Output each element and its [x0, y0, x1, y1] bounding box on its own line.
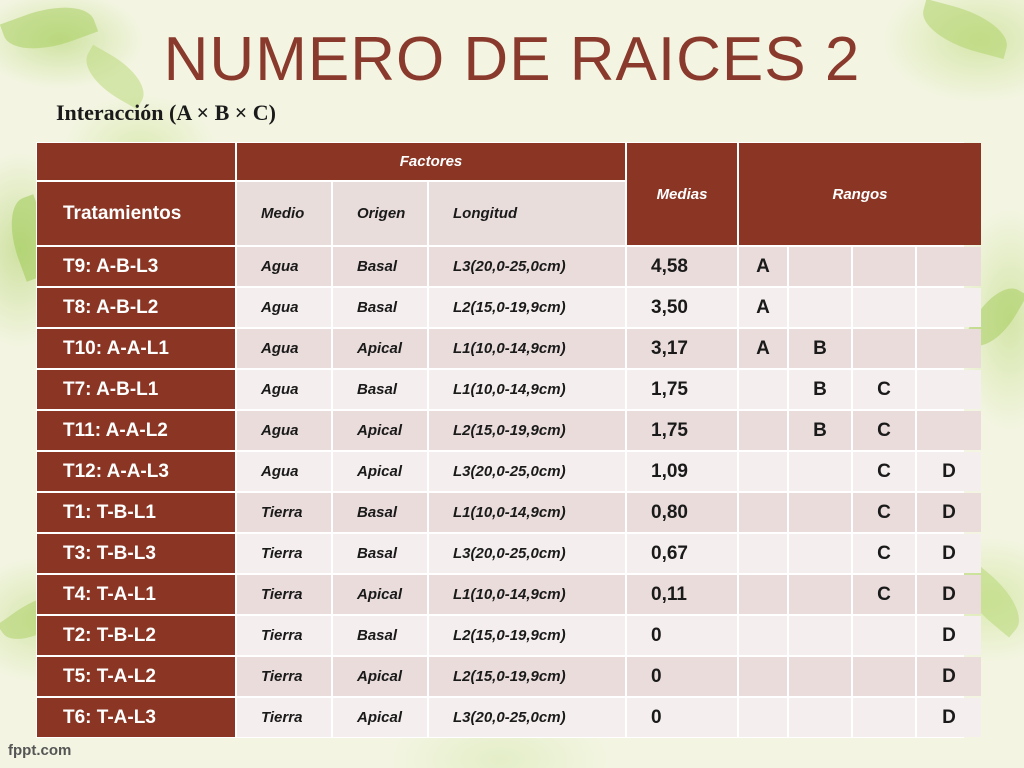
cell-rango-3 [853, 698, 915, 737]
cell-media: 4,58 [627, 247, 737, 286]
cell-tratamiento: T11: A-A-L2 [37, 411, 235, 450]
cell-medio: Tierra [237, 616, 331, 655]
cell-origen: Apical [333, 575, 427, 614]
cell-medio: Agua [237, 247, 331, 286]
cell-origen: Basal [333, 616, 427, 655]
cell-media: 3,17 [627, 329, 737, 368]
results-table [36, 142, 964, 738]
cell-media: 0,67 [627, 534, 737, 573]
cell-origen: Basal [333, 370, 427, 409]
cell-rango-3: C [853, 370, 915, 409]
cell-longitud: L1(10,0-14,9cm) [429, 329, 625, 368]
header-blank [37, 143, 235, 180]
header-rangos: Rangos [739, 143, 981, 245]
cell-rango-2 [789, 616, 851, 655]
cell-rango-4: D [917, 698, 981, 737]
cell-rango-4 [917, 247, 981, 286]
cell-tratamiento: T10: A-A-L1 [37, 329, 235, 368]
cell-rango-3 [853, 616, 915, 655]
header-medio: Medio [237, 182, 331, 245]
cell-rango-3: C [853, 452, 915, 491]
cell-medio: Tierra [237, 575, 331, 614]
cell-medio: Agua [237, 329, 331, 368]
cell-origen: Apical [333, 698, 427, 737]
cell-rango-2: B [789, 329, 851, 368]
footer-brand: fppt.com [8, 742, 72, 759]
cell-media: 1,09 [627, 452, 737, 491]
cell-longitud: L3(20,0-25,0cm) [429, 698, 625, 737]
cell-tratamiento: T5: T-A-L2 [37, 657, 235, 696]
cell-tratamiento: T7: A-B-L1 [37, 370, 235, 409]
cell-medio: Agua [237, 452, 331, 491]
cell-tratamiento: T2: T-B-L2 [37, 616, 235, 655]
cell-tratamiento: T4: T-A-L1 [37, 575, 235, 614]
cell-rango-2 [789, 452, 851, 491]
cell-media: 0 [627, 657, 737, 696]
cell-rango-1: A [739, 288, 787, 327]
cell-tratamiento: T9: A-B-L3 [37, 247, 235, 286]
cell-rango-4: D [917, 657, 981, 696]
cell-rango-4: D [917, 452, 981, 491]
cell-longitud: L3(20,0-25,0cm) [429, 534, 625, 573]
cell-longitud: L1(10,0-14,9cm) [429, 370, 625, 409]
cell-rango-1 [739, 616, 787, 655]
cell-rango-1 [739, 370, 787, 409]
cell-rango-1 [739, 698, 787, 737]
cell-media: 0,80 [627, 493, 737, 532]
header-factores: Factores [237, 143, 625, 180]
cell-media: 0 [627, 698, 737, 737]
cell-origen: Apical [333, 452, 427, 491]
cell-tratamiento: T1: T-B-L1 [37, 493, 235, 532]
cell-rango-3: C [853, 575, 915, 614]
cell-longitud: L2(15,0-19,9cm) [429, 616, 625, 655]
cell-rango-2 [789, 288, 851, 327]
cell-rango-4: D [917, 616, 981, 655]
header-medias: Medias [627, 143, 737, 245]
cell-origen: Basal [333, 288, 427, 327]
cell-origen: Basal [333, 493, 427, 532]
cell-origen: Apical [333, 329, 427, 368]
cell-origen: Apical [333, 411, 427, 450]
cell-rango-4 [917, 329, 981, 368]
cell-medio: Agua [237, 411, 331, 450]
cell-rango-2 [789, 698, 851, 737]
cell-rango-2 [789, 493, 851, 532]
cell-rango-3 [853, 247, 915, 286]
cell-medio: Tierra [237, 493, 331, 532]
cell-longitud: L2(15,0-19,9cm) [429, 288, 625, 327]
cell-rango-1 [739, 452, 787, 491]
cell-longitud: L1(10,0-14,9cm) [429, 493, 625, 532]
cell-media: 1,75 [627, 411, 737, 450]
cell-rango-2 [789, 247, 851, 286]
cell-rango-1: A [739, 329, 787, 368]
cell-rango-4: D [917, 575, 981, 614]
cell-longitud: L2(15,0-19,9cm) [429, 657, 625, 696]
slide-subtitle: Interacción (A × B × C) [56, 100, 276, 125]
cell-longitud: L1(10,0-14,9cm) [429, 575, 625, 614]
cell-rango-3: C [853, 534, 915, 573]
cell-tratamiento: T6: T-A-L3 [37, 698, 235, 737]
cell-rango-4: D [917, 493, 981, 532]
header-origen: Origen [333, 182, 427, 245]
cell-rango-1 [739, 534, 787, 573]
cell-rango-4 [917, 288, 981, 327]
cell-tratamiento: T12: A-A-L3 [37, 452, 235, 491]
table-grid [36, 142, 964, 738]
cell-medio: Tierra [237, 534, 331, 573]
slide-title: NUMERO DE RAICES 2 [163, 25, 861, 94]
cell-rango-3 [853, 329, 915, 368]
cell-origen: Basal [333, 534, 427, 573]
cell-rango-1 [739, 493, 787, 532]
cell-origen: Basal [333, 247, 427, 286]
header-tratamientos: Tratamientos [37, 182, 235, 245]
header-longitud: Longitud [429, 182, 625, 245]
cell-rango-2: B [789, 370, 851, 409]
cell-rango-4 [917, 370, 981, 409]
cell-rango-4 [917, 411, 981, 450]
cell-rango-1 [739, 411, 787, 450]
cell-longitud: L3(20,0-25,0cm) [429, 247, 625, 286]
cell-rango-2: B [789, 411, 851, 450]
cell-rango-1 [739, 575, 787, 614]
cell-rango-3: C [853, 411, 915, 450]
cell-longitud: L3(20,0-25,0cm) [429, 452, 625, 491]
cell-origen: Apical [333, 657, 427, 696]
cell-longitud: L2(15,0-19,9cm) [429, 411, 625, 450]
cell-media: 0 [627, 616, 737, 655]
cell-rango-2 [789, 534, 851, 573]
cell-rango-3: C [853, 493, 915, 532]
cell-rango-1: A [739, 247, 787, 286]
cell-rango-3 [853, 657, 915, 696]
cell-media: 0,11 [627, 575, 737, 614]
cell-medio: Agua [237, 370, 331, 409]
cell-rango-2 [789, 657, 851, 696]
cell-rango-3 [853, 288, 915, 327]
cell-rango-4: D [917, 534, 981, 573]
cell-tratamiento: T3: T-B-L3 [37, 534, 235, 573]
cell-rango-1 [739, 657, 787, 696]
cell-tratamiento: T8: A-B-L2 [37, 288, 235, 327]
cell-medio: Tierra [237, 698, 331, 737]
cell-rango-2 [789, 575, 851, 614]
cell-medio: Tierra [237, 657, 331, 696]
cell-media: 3,50 [627, 288, 737, 327]
cell-medio: Agua [237, 288, 331, 327]
cell-media: 1,75 [627, 370, 737, 409]
